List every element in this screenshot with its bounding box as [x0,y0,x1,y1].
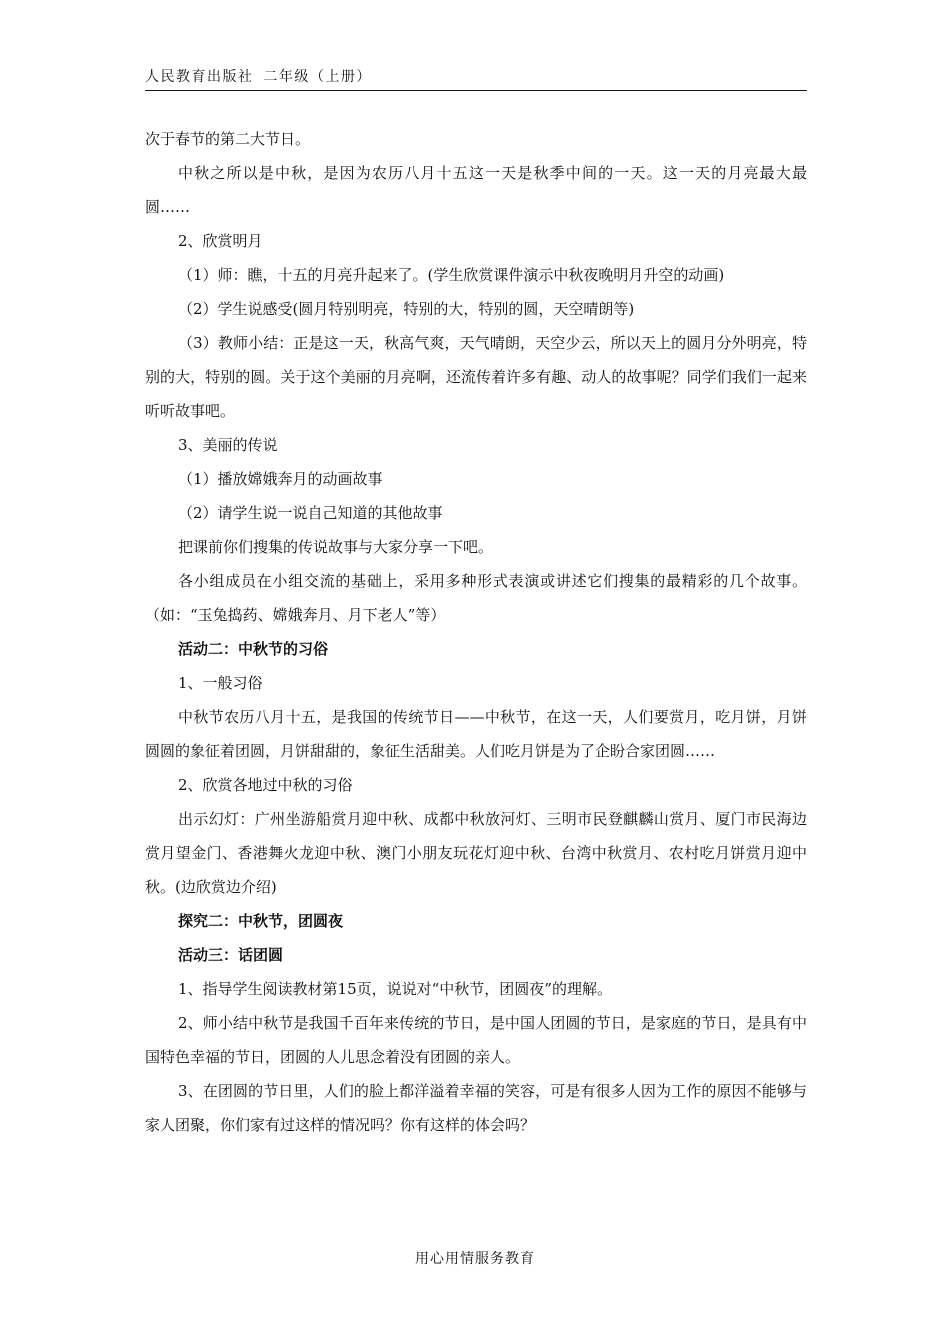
paragraph: （1）师：瞧，十五的月亮升起来了。(学生欣赏课件演示中秋夜晚明月升空的动画) [178,266,725,284]
section-heading: 活动二：中秋节的习俗 [178,640,329,658]
paragraph: 2、欣赏明月 [178,232,263,250]
paragraph: 各小组成员在小组交流的基础上，采用多种形式表演或讲述它们搜集的最精彩的几个故事。（如：“玉兔捣药、嫦娥奔月、月下老人”等） [145,572,807,624]
section-heading: 探究二：中秋节，团圆夜 [178,912,344,930]
page-header: 人民教育出版社 二年级（上册） [145,66,807,91]
paragraph: （2）学生说感受(圆月特别明亮，特别的大，特别的圆，天空晴朗等) [178,300,635,318]
document-body [145,122,807,1142]
paragraph: 出示幻灯：广州坐游船赏月迎中秋、成都中秋放河灯、三明市民登麒麟山赏月、厦门市民海边赏月望金门、香港舞火龙迎中秋、澳门小朋友玩花灯迎中秋、台湾中秋赏月、农村吃月饼赏月迎中秋。(边欣赏边介绍) [145,810,807,896]
paragraph: 中秋节农历八月十五，是我国的传统节日——中秋节，在这一天，人们要赏月，吃月饼，月饼圆圆的象征着团圆，月饼甜甜的，象征生活甜美。人们吃月饼是为了企盼合家团圆…… [145,708,807,760]
paragraph: 3、美丽的传说 [178,436,278,454]
section-heading: 活动三：话团圆 [178,946,284,964]
paragraph: 中秋之所以是中秋，是因为农历八月十五这一天是秋季中间的一天。这一天的月亮最大最圆…… [145,164,807,216]
paragraph: （1）播放嫦娥奔月的动画故事 [178,470,383,488]
paragraph: 2、欣赏各地过中秋的习俗 [178,776,353,794]
paragraph: （3）教师小结：正是这一天，秋高气爽，天气晴朗，天空少云，所以天上的圆月分外明亮，特别的大，特别的圆。关于这个美丽的月亮啊，还流传着许多有趣、动人的故事呢？同学们我们一起来听听故事吧。 [145,334,807,420]
paragraph: 把课前你们搜集的传说故事与大家分享一下吧。 [178,538,494,556]
paragraph: 次于春节的第二大节日。 [145,130,311,148]
paragraph: 2、师小结中秋节是我国千百年来传统的节日，是中国人团圆的节日，是家庭的节日，是具有中国特色幸福的节日，团圆的人儿思念着没有团圆的亲人。 [145,1014,807,1066]
paragraph: 1、指导学生阅读教材第15页，说说对“中秋节，团圆夜”的理解。 [178,980,612,998]
paragraph: 1、一般习俗 [178,674,263,692]
paragraph: （2）请学生说一说自己知道的其他故事 [178,504,443,522]
page-footer: 用心用情服务教育 [415,1251,535,1267]
paragraph: 3、在团圆的节日里，人们的脸上都洋溢着幸福的笑容，可是有很多人因为工作的原因不能够与家人团聚，你们家有过这样的情况吗？你有这样的体会吗？ [145,1082,807,1134]
